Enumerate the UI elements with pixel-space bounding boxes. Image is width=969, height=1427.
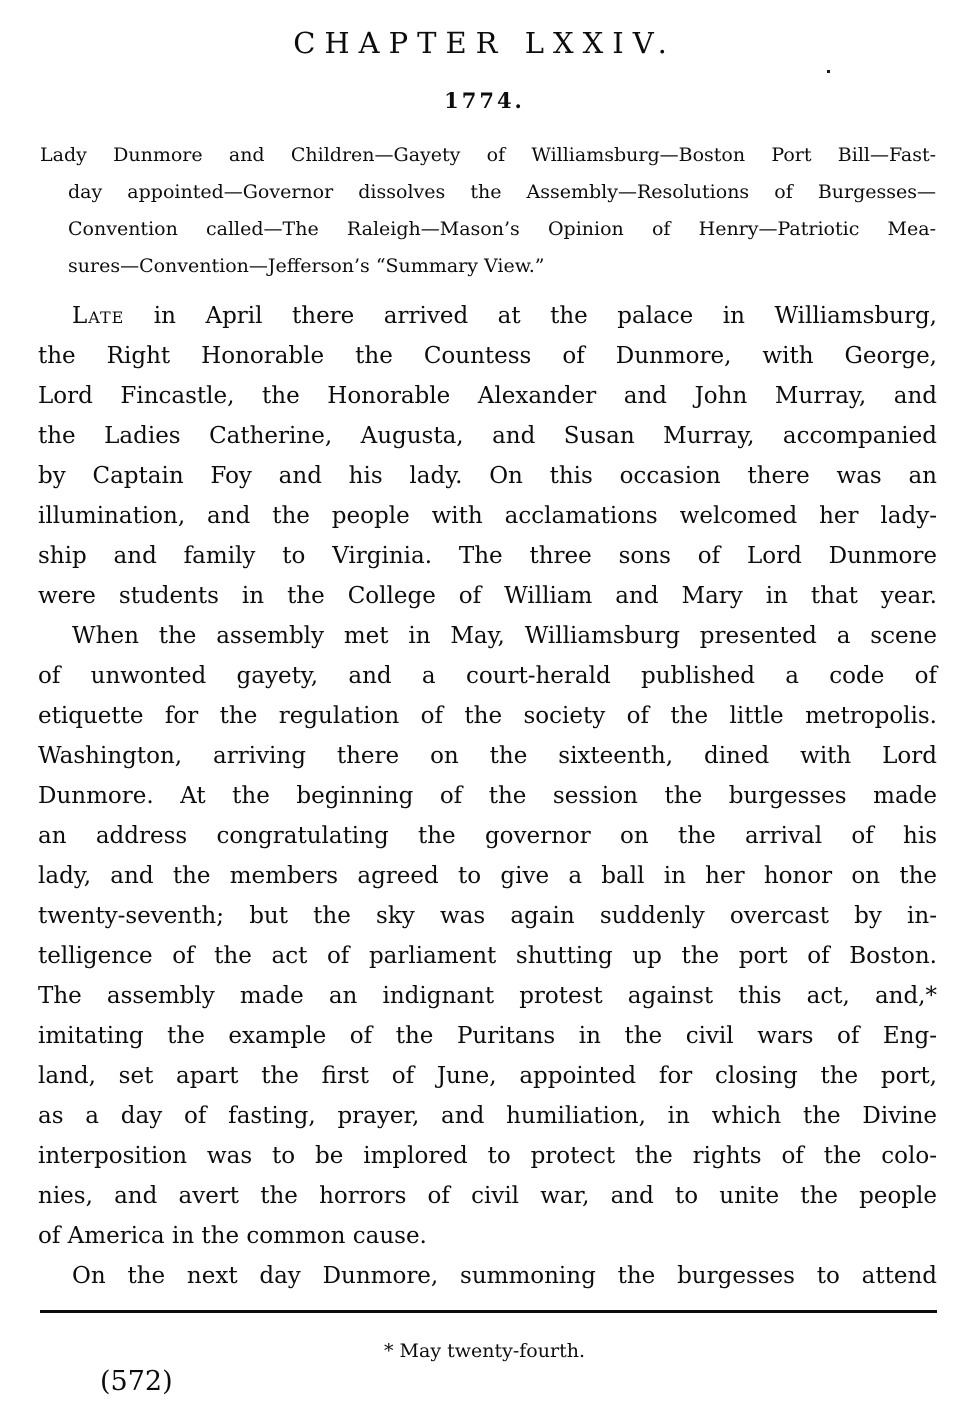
text-line: On the next day Dunmore, summoning the burgesses to attend	[72, 1263, 937, 1289]
text-line: telligence of the act of parliament shutting up the port of Boston.	[38, 943, 937, 969]
text-line: by Captain Foy and his lady. On this occasion there was an	[38, 463, 937, 489]
text-line: Dunmore. At the beginning of the session the burgesses made	[38, 783, 937, 809]
text-line: Washington, arriving there on the sixteenth, dined with Lord	[38, 743, 937, 769]
summary-line: Lady Dunmore and Children—Gayety of Williamsburg—Boston Port Bill—Fast-	[40, 144, 936, 166]
text-line: the Right Honorable the Countess of Dunmore, with George,	[38, 343, 937, 369]
text-line: ship and family to Virginia. The three sons of Lord Dunmore	[38, 543, 937, 569]
text-line: When the assembly met in May, Williamsburg presented a scene	[72, 623, 937, 649]
text-line: etiquette for the regulation of the society of the little metropolis.	[38, 703, 937, 729]
text-line: interposition was to be implored to protect the rights of the colo-	[38, 1143, 937, 1169]
text-line-rest: in April there arrived at the palace in Williamsburg,	[124, 303, 937, 329]
paragraph	[38, 616, 937, 1256]
page-number: (572)	[100, 1366, 173, 1397]
text-line: illumination, and the people with acclamations welcomed her lady-	[38, 503, 937, 529]
text-line: an address congratulating the governor on the arrival of his	[38, 823, 937, 849]
text-line: of unwonted gayety, and a court-herald published a code of	[38, 663, 937, 689]
paragraph	[38, 1256, 937, 1296]
chapter-title: CHAPTER LXXIV.	[293, 26, 676, 60]
summary-line: sures—Convention—Jefferson’s “Summary View.”	[68, 255, 545, 277]
footnote: * May twenty-fourth.	[384, 1340, 585, 1362]
summary-line: day appointed—Governor dissolves the Assembly—Resolutions of Burgesses—	[68, 181, 936, 203]
chapter-summary	[40, 137, 936, 285]
text-line: as a day of fasting, prayer, and humiliation, in which the Divine	[38, 1103, 937, 1129]
paragraph	[38, 296, 937, 616]
text-line: imitating the example of the Puritans in the civil wars of Eng-	[38, 1023, 937, 1049]
body-text	[38, 296, 937, 1296]
text-line	[38, 296, 937, 336]
scan-artifact-dot	[827, 70, 830, 73]
chapter-year: 1774.	[444, 88, 525, 113]
text-line: land, set apart the first of June, appointed for closing the port,	[38, 1063, 937, 1089]
text-line: of America in the common cause.	[38, 1223, 427, 1249]
text-line: Lord Fincastle, the Honorable Alexander and John Murray, and	[38, 383, 937, 409]
summary-line: Convention called—The Raleigh—Mason’s Opinion of Henry—Patriotic Mea-	[68, 218, 936, 240]
text-line: lady, and the members agreed to give a ball in her honor on the	[38, 863, 937, 889]
text-line: were students in the College of William and Mary in that year.	[38, 583, 937, 609]
text-line: the Ladies Catherine, Augusta, and Susan Murray, accompanied	[38, 423, 937, 449]
text-line: twenty-seventh; but the sky was again suddenly overcast by in-	[38, 903, 937, 929]
lead-word-smallcaps: Late	[72, 303, 125, 329]
footnote-separator-rule	[40, 1310, 937, 1313]
text-line: nies, and avert the horrors of civil war, and to unite the people	[38, 1183, 937, 1209]
text-line: The assembly made an indignant protest against this act, and,*	[38, 983, 937, 1009]
